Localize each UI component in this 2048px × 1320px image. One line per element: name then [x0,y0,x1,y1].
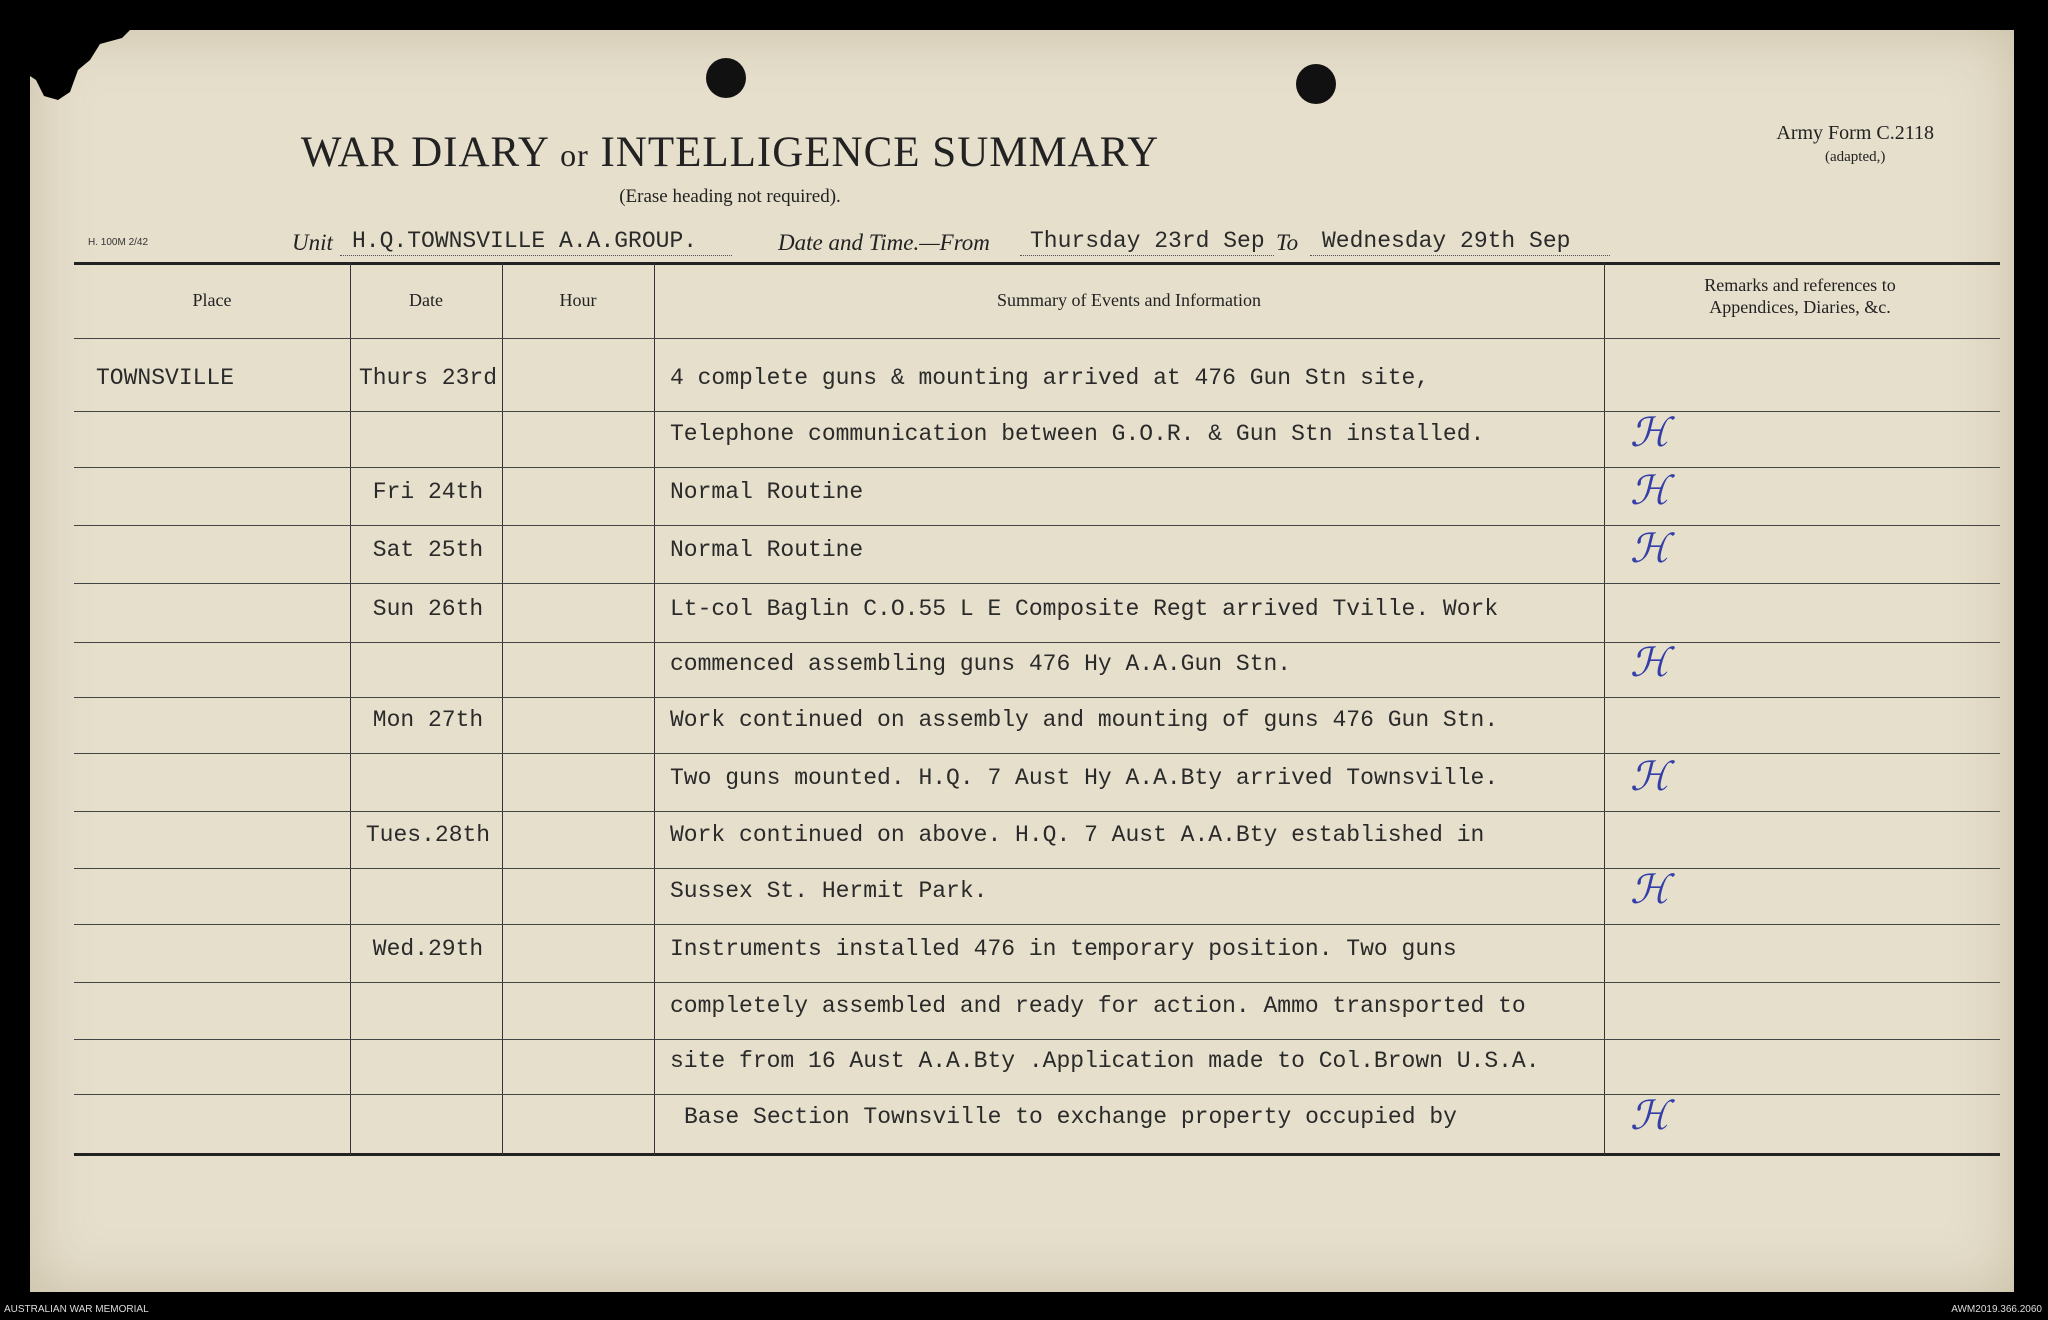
column-header-place: Place [192,290,232,310]
row-rule [74,467,2000,468]
diary-page [30,30,2014,1292]
row-date: Thurs 23rd [358,365,498,391]
row-summary: Lt-col Baglin C.O.55 L E Composite Regt arrived Tville. Work [670,596,1499,622]
row-rule [74,642,2000,643]
initials-signature: ℋ [1630,867,1670,913]
column-divider [1604,262,1605,1155]
row-summary: Normal Routine [670,537,864,563]
column-header-hour: Hour [559,290,597,310]
initials-signature: ℋ [1630,754,1670,800]
row-summary: 4 complete guns & mounting arrived at 476 Gun Stn site, [670,365,1430,391]
army-form-label: Army Form C.2118 (adapted,) [1776,122,1934,165]
column-header-date: Date [409,290,443,310]
row-date: Sat 25th [372,537,484,563]
row-rule [74,1039,2000,1040]
row-date: Wed.29th [372,936,484,962]
row-summary: Normal Routine [670,479,864,505]
row-summary: Work continued on above. H.Q. 7 Aust A.A.Bty established in [670,822,1485,848]
torn-corner [30,30,130,110]
initials-signature: ℋ [1630,1093,1670,1139]
page-subtitle: (Erase heading not required). [619,186,841,207]
row-date: Fri 24th [372,479,484,505]
to-value: Wednesday 29th Sep [1322,228,1571,254]
row-rule [74,811,2000,812]
initials-signature: ℋ [1630,468,1670,514]
row-rule [74,753,2000,754]
column-divider [502,262,503,1155]
row-date: Mon 27th [372,707,484,733]
row-summary: Sussex St. Hermit Park. [670,878,988,904]
row-date: Sun 26th [372,596,484,622]
row-rule [74,525,2000,526]
row-rule [74,868,2000,869]
column-header-summary: Summary of Events and Information [997,290,1261,310]
page-title: WAR DIARY or INTELLIGENCE SUMMARY [300,129,1160,176]
initials-signature: ℋ [1630,640,1670,686]
initials-signature: ℋ [1630,526,1670,572]
unit-value: H.Q.TOWNSVILLE A.A.GROUP. [352,228,698,254]
date-label: Date and Time.—From [778,230,990,255]
row-summary: Two guns mounted. H.Q. 7 Aust Hy A.A.Bty arrived Townsville. [670,765,1499,791]
to-label: To [1276,230,1299,255]
unit-line [30,224,2014,260]
punch-hole [1296,64,1336,104]
row-summary: Work continued on assembly and mounting of guns 476 Gun Stn. [670,707,1499,733]
row-rule [74,583,2000,584]
row-rule [74,982,2000,983]
table-top-rule [74,262,2000,265]
row-summary: Telephone communication between G.O.R. & Gun Stn installed. [670,421,1485,447]
row-rule [74,1094,2000,1095]
column-divider [350,262,351,1155]
row-rule [74,924,2000,925]
from-value: Thursday 23rd Sep [1030,228,1265,254]
footer-credit: AUSTRALIAN WAR MEMORIAL [4,1304,149,1315]
form-code: H. 100M 2/42 [88,237,149,248]
header-rule [74,338,2000,339]
row-summary: Instruments installed 476 in temporary position. Two guns [670,936,1457,962]
punch-hole [706,58,746,98]
footer-reference: AWM2019.366.2060 [1951,1304,2042,1315]
row-date: Tues.28th [365,822,491,848]
column-header-remarks: Remarks and references to Appendices, Diaries, &c. [1704,275,1896,317]
unit-label: Unit [292,230,333,255]
row-summary: completely assembled and ready for action. Ammo transported to [670,993,1526,1019]
row-rule [74,697,2000,698]
row-summary: site from 16 Aust A.A.Bty .Application made to Col.Brown U.S.A. [670,1048,1540,1074]
column-divider [654,262,655,1155]
row-summary: commenced assembling guns 476 Hy A.A.Gun Stn. [670,651,1292,677]
row-summary: Base Section Townsville to exchange property occupied by [684,1104,1457,1130]
row-place: TOWNSVILLE [96,365,235,391]
table-bottom-rule [74,1153,2000,1156]
initials-signature: ℋ [1630,410,1670,456]
row-rule [74,411,2000,412]
